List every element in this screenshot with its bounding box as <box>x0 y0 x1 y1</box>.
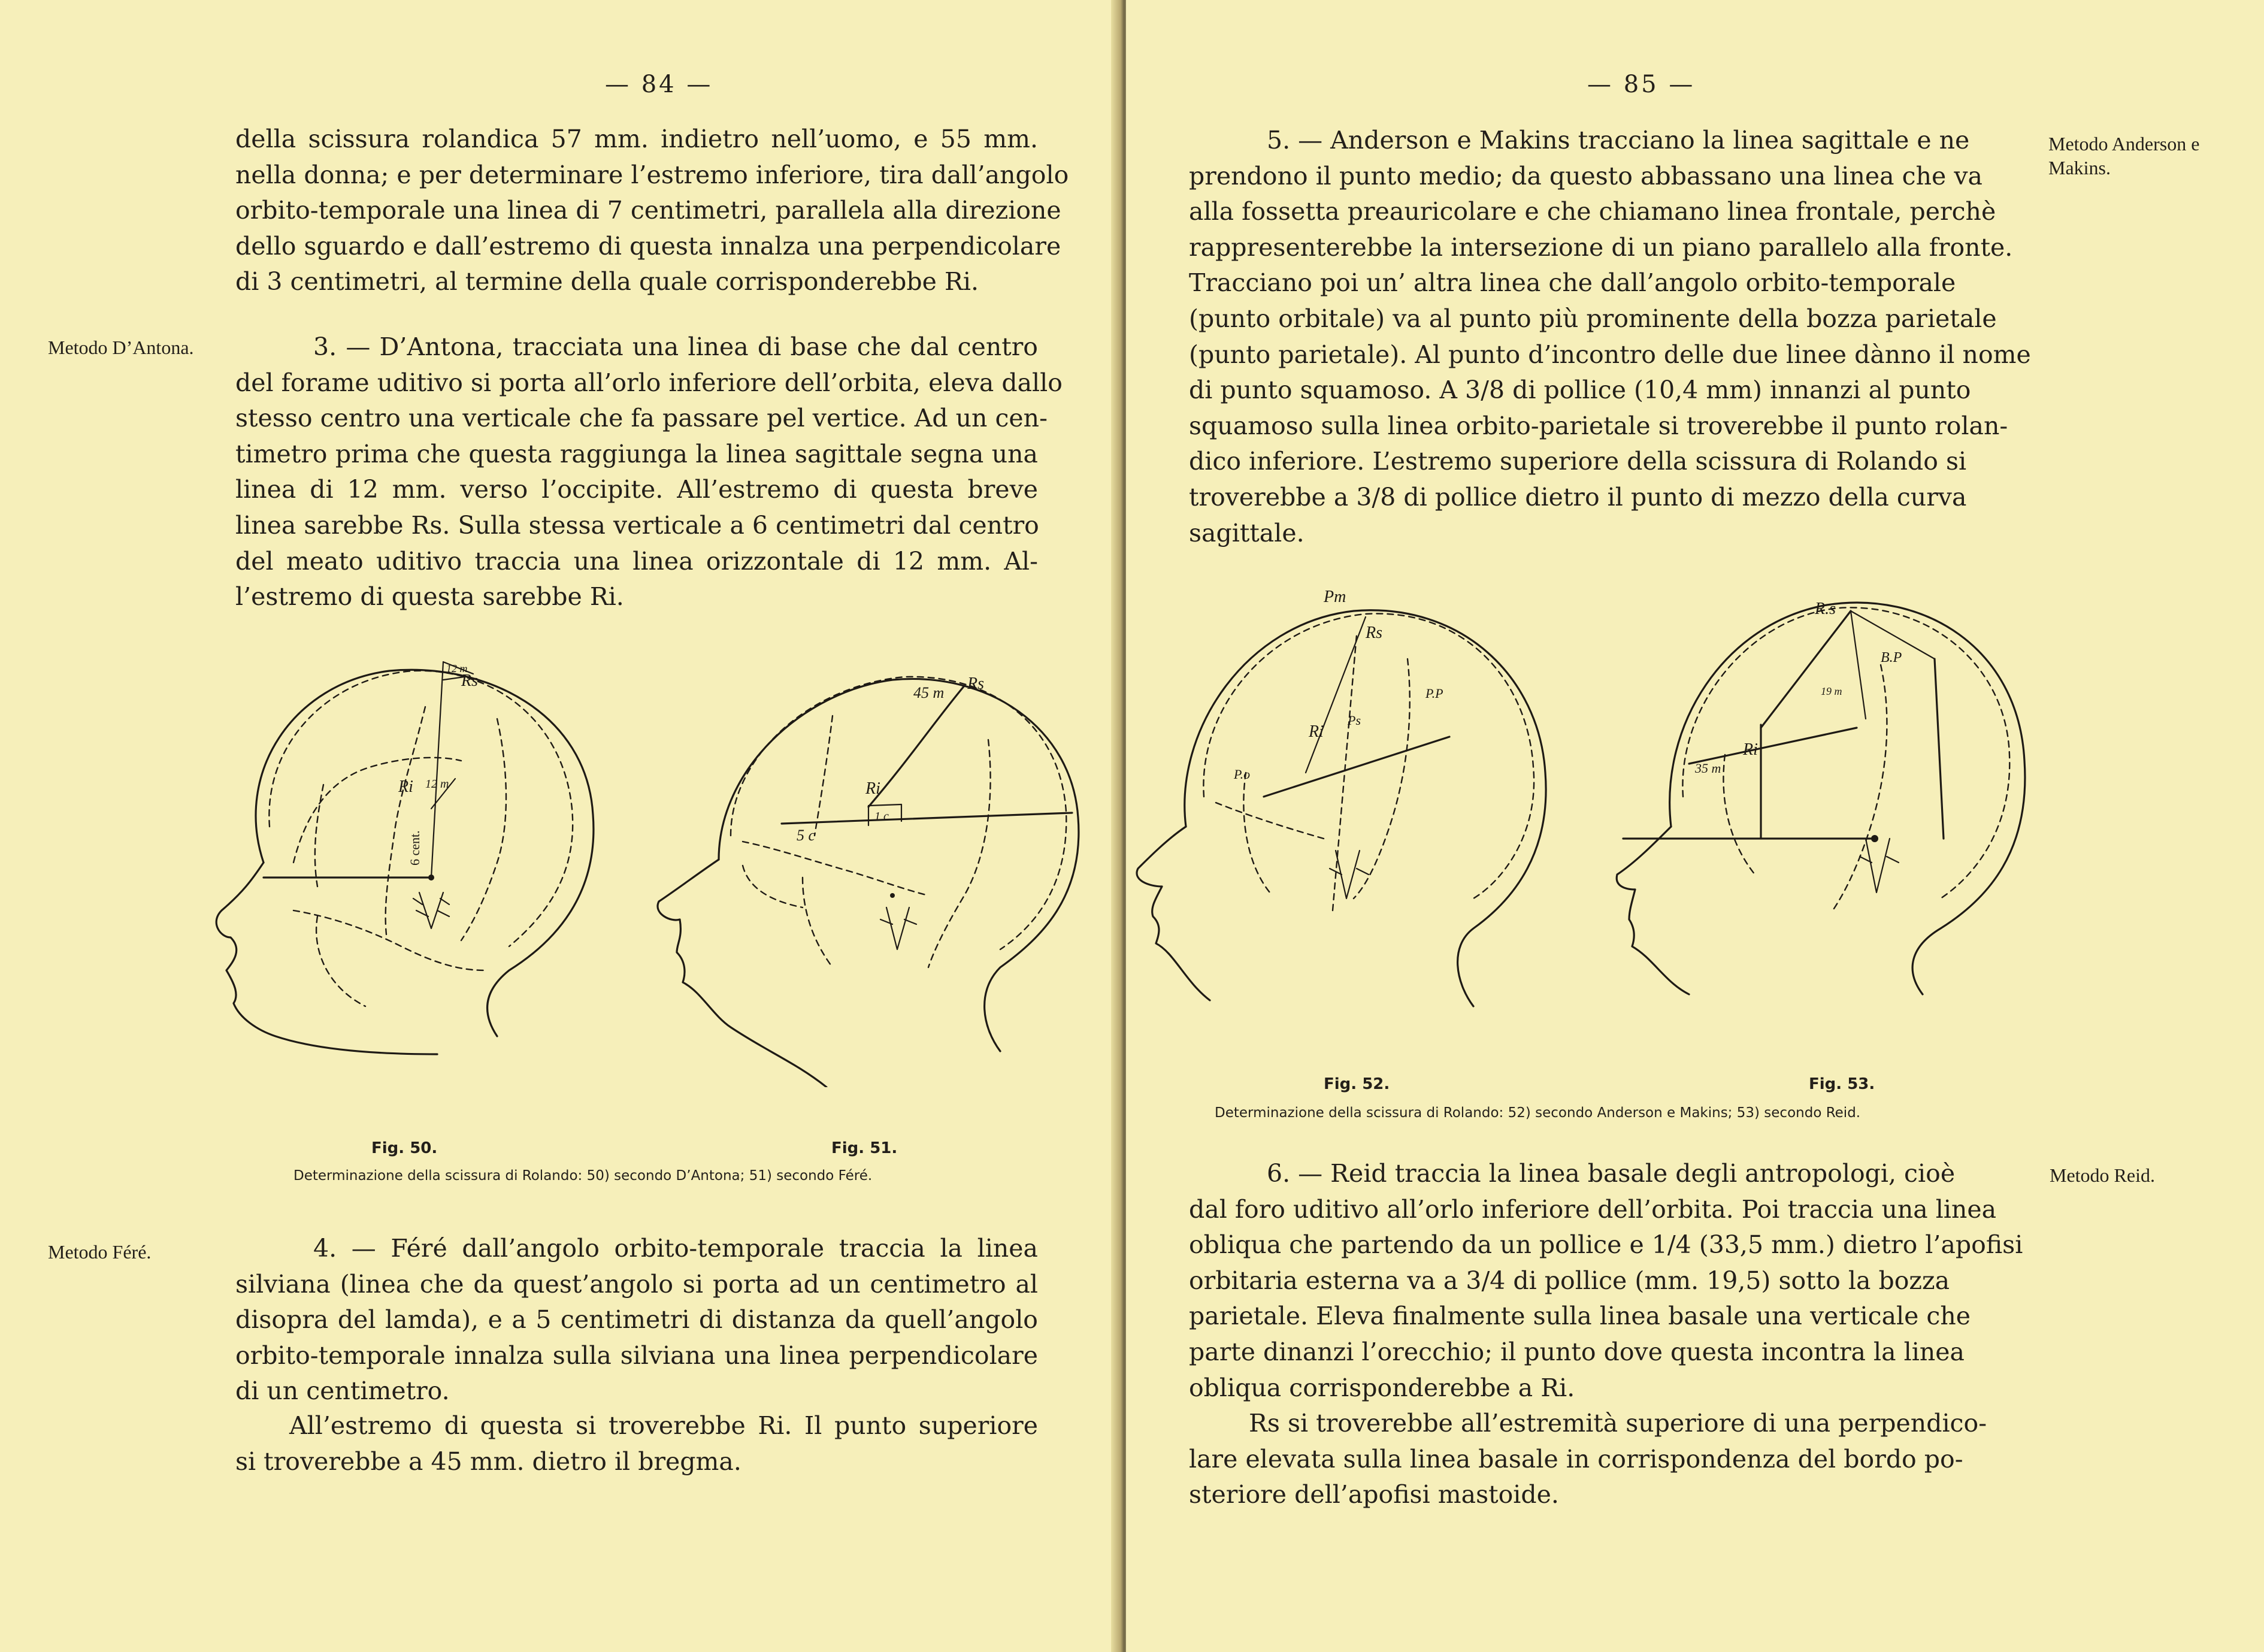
right-page <box>1126 0 2264 1652</box>
text-line: 6. — Reid traccia la linea basale degli antropologi, cioè <box>1267 1159 1956 1188</box>
page-number-left: — 84 — <box>605 71 713 98</box>
text-line: prendono il punto medio; da questo abbassano una linea che va <box>1189 161 1982 190</box>
figure-53-head-diagram <box>1599 575 2030 1030</box>
reid-continuation-paragraph <box>1189 1406 1987 1513</box>
fig52-ps-mark: Ps <box>1348 713 1361 728</box>
fig50-vert-mark: 6 cent. <box>407 830 422 866</box>
text-line: si troverebbe a 45 mm. dietro il bregma. <box>235 1447 741 1476</box>
text-line: 3. — D’Antona, tracciata una linea di base che dal centro <box>313 332 1038 361</box>
text-line: Tracciano poi un’ altra linea che dall’angolo orbito-temporale <box>1189 268 1956 298</box>
fig51-base-mark: 5 c <box>797 827 816 844</box>
text-line: del forame uditivo si porta all’orlo inferiore dell’orbita, eleva dallo <box>235 368 1063 397</box>
text-line: nella donna; e per determinare l’estremo inferiore, tira dall’angolo <box>235 160 1069 189</box>
fig53-skull-outline <box>1670 603 2025 994</box>
fig53-rs-mark: R.s <box>1815 600 1836 618</box>
figure-51-head-diagram <box>653 656 1084 1087</box>
text-line: squamoso sulla linea orbito-parietale si troverebbe il punto rolan- <box>1189 411 2008 440</box>
text-line: di un centimetro. <box>235 1376 450 1406</box>
text-line: (punto parietale). Al punto d’incontro delle due linee dànno il nome <box>1189 340 2031 369</box>
reid-paragraph <box>1189 1156 2023 1406</box>
fig51-skull-outline <box>719 679 1079 1051</box>
text-line: parte dinanzi l’orecchio; il punto dove questa incontra la linea <box>1189 1337 1965 1366</box>
text-line: steriore dell’apofisi mastoide. <box>1189 1480 1559 1509</box>
page-number-right: — 85 — <box>1587 71 1696 98</box>
fig52-ri-mark: Ri <box>1309 722 1324 741</box>
fig52-rs-mark: Rs <box>1366 624 1382 642</box>
text-line: orbito-temporale una linea di 7 centimetri, parallela alla direzione <box>235 196 1061 225</box>
text-line: orbito-temporale innalza sulla silviana una linea perpendicolare <box>235 1341 1038 1370</box>
fere-continuation-paragraph <box>235 1408 1038 1479</box>
text-line: di 3 centimetri, al termine della quale corrisponderebbe Ri. <box>235 267 979 296</box>
figure-52-head-diagram <box>1126 575 1557 1030</box>
text-line: linea sarebbe Rs. Sulla stessa verticale a 6 centimetri dal centro <box>235 510 1039 540</box>
text-line: All’estremo di questa si troverebbe Ri. Il punto superiore <box>289 1411 1038 1440</box>
text-line: del meato uditivo traccia una linea orizzontale di 12 mm. Al- <box>235 546 1038 576</box>
figure-caption-right: Determinazione della scissura di Rolando: 52) secondo Anderson e Makins; 53) secondo Reid. <box>1215 1105 1861 1121</box>
margin-note-dantona: Metodo D’Antona. <box>48 337 194 358</box>
text-line: rappresenterebbe la intersezione di un piano parallelo alla fronte. <box>1189 232 2013 262</box>
fig50-top-mark: 12 m <box>446 662 468 674</box>
text-line: silviana (linea che da quest’angolo si porta ad un centimetro al <box>235 1269 1038 1299</box>
anderson-paragraph <box>1189 123 2031 551</box>
fig51-ri-mark: Ri <box>865 779 880 798</box>
fig52-po-mark: P.o <box>1234 767 1251 782</box>
figure-53-label: Fig. 53. <box>1809 1075 1875 1093</box>
text-line: linea di 12 mm. verso l’occipite. All’estremo di questa breve <box>235 475 1038 504</box>
text-line: timetro prima che questa raggiunga la linea sagittale segna una <box>235 439 1038 468</box>
text-line: obliqua che partendo da un pollice e 1/4 (33,5 mm.) dietro l’apofisi <box>1189 1230 2023 1260</box>
figure-50-head-diagram <box>174 635 605 1066</box>
text-line: dello sguardo e dall’estremo di questa innalza una perpendicolare <box>235 231 1061 261</box>
fig50-ri-mark: Ri <box>398 777 413 796</box>
fig53-m2-mark: 19 m <box>1821 685 1842 697</box>
margin-note-fere: Metodo Féré. <box>48 1241 152 1263</box>
figure-52-label: Fig. 52. <box>1324 1075 1390 1093</box>
text-line: orbitaria esterna va a 3/4 di pollice (mm. 19,5) sotto la bozza <box>1189 1266 1950 1295</box>
margin-note-line: Makins. <box>2048 157 2111 178</box>
text-line: dico inferiore. L’estremo superiore della scissura di Rolando si <box>1189 447 1967 476</box>
fig53-bp-mark: B.P <box>1881 650 1902 665</box>
text-line: parietale. Eleva finalmente sulla linea basale una verticale che <box>1189 1302 1971 1331</box>
fig53-m-mark: 35 m <box>1695 761 1721 776</box>
margin-note-line: Metodo Anderson e <box>2048 133 2200 155</box>
text-line: dal foro uditivo all’orlo inferiore dell’orbita. Poi traccia una linea <box>1189 1194 1997 1224</box>
figure-caption-left: Determinazione della scissura di Rolando: 50) secondo D’Antona; 51) secondo Féré. <box>293 1168 873 1184</box>
intro-paragraph <box>235 122 1069 300</box>
fig51-rs-mark: Rs <box>967 674 984 693</box>
fig50-mid-mark: 12 m <box>425 777 449 791</box>
text-line: 4. — Féré dall’angolo orbito-temporale traccia la linea <box>313 1234 1038 1263</box>
text-line: troverebbe a 3/8 di pollice dietro il punto di mezzo della curva <box>1189 482 1967 512</box>
text-line: della scissura rolandica 57 mm. indietro nell’uomo, e 55 mm. <box>235 125 1038 153</box>
text-line: l’estremo di questa sarebbe Ri. <box>235 582 624 612</box>
fig51-top-mark: 45 m <box>913 684 945 701</box>
text-line: alla fossetta preauricolare e che chiamano linea frontale, perchè <box>1189 197 1996 226</box>
text-line: di punto squamoso. A 3/8 di pollice (10,4 mm) innanzi al punto <box>1189 376 1971 405</box>
text-line: stesso centro una verticale che fa passare pel vertice. Ad un cen- <box>235 404 1048 433</box>
text-line: disopra del lamda), e a 5 centimetri di distanza da quell’angolo <box>235 1305 1038 1335</box>
margin-note-reid: Metodo Reid. <box>2050 1164 2155 1186</box>
text-line: obliqua corrisponderebbe a Ri. <box>1189 1373 1575 1402</box>
text-line: (punto orbitale) va al punto più prominente della bozza parietale <box>1189 304 1997 333</box>
fig52-skull-outline <box>1185 610 1546 1006</box>
text-line: Rs si troverebbe all’estremità superiore di una perpendico- <box>1249 1409 1987 1438</box>
fig52-pm-mark: Pm <box>1324 588 1346 606</box>
text-line: 5. — Anderson e Makins tracciano la linea sagittale e ne <box>1267 126 1970 155</box>
fig50-skull-outline <box>256 670 594 1036</box>
dantona-paragraph <box>235 329 1063 615</box>
fig50-rs-mark: Rs <box>461 671 478 690</box>
fig51-small-mark: 1 c <box>874 810 889 823</box>
figure-51-label: Fig. 51. <box>831 1139 898 1157</box>
text-line: sagittale. <box>1189 518 1304 547</box>
margin-note-anderson <box>2048 132 2252 180</box>
fere-paragraph <box>235 1231 1038 1409</box>
figure-50-label: Fig. 50. <box>371 1139 438 1157</box>
text-line: lare elevata sulla linea basale in corrispondenza del bordo po- <box>1189 1444 1963 1474</box>
fig52-pp-mark: P.P <box>1425 686 1443 701</box>
left-page <box>0 0 1120 1652</box>
fig53-ri-mark: Ri <box>1743 740 1758 759</box>
